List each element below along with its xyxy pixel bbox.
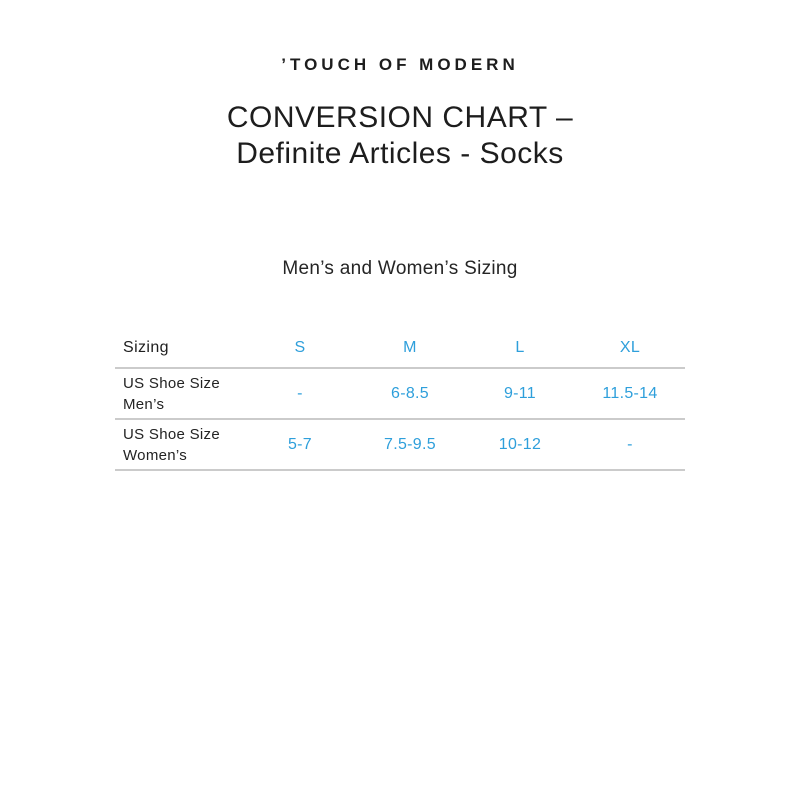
sizing-subtitle: Men’s and Women’s Sizing xyxy=(282,258,518,279)
row-label-womens: US Shoe Size Women’s xyxy=(123,425,220,464)
page-title-line1: CONVERSION CHART – xyxy=(226,101,574,134)
table-header-row xyxy=(115,328,685,368)
col-header-l: L xyxy=(515,338,525,356)
mens-size-s: - xyxy=(297,384,303,402)
table-row-womens xyxy=(115,419,685,470)
size-conversion-table xyxy=(115,328,685,471)
page-title-line2: Definite Articles - Socks xyxy=(236,137,564,170)
womens-size-l: 10-12 xyxy=(498,435,542,453)
mens-size-l: 9-11 xyxy=(503,384,537,402)
row-label-mens: US Shoe Size Men’s xyxy=(123,374,220,413)
brand-logo: ’TOUCH OF MODERN xyxy=(281,55,519,74)
mens-size-m: 6-8.5 xyxy=(391,384,429,402)
page-title xyxy=(0,100,800,172)
col-header-s: S xyxy=(294,338,306,356)
womens-size-xl: - xyxy=(627,435,633,453)
mens-size-xl: 11.5-14 xyxy=(602,384,658,402)
womens-size-s: 5-7 xyxy=(287,435,313,453)
col-header-sizing: Sizing xyxy=(123,338,169,356)
col-header-m: M xyxy=(403,338,417,356)
womens-size-m: 7.5-9.5 xyxy=(384,435,436,453)
col-header-xl: XL xyxy=(619,338,641,356)
table-row-mens xyxy=(115,368,685,419)
